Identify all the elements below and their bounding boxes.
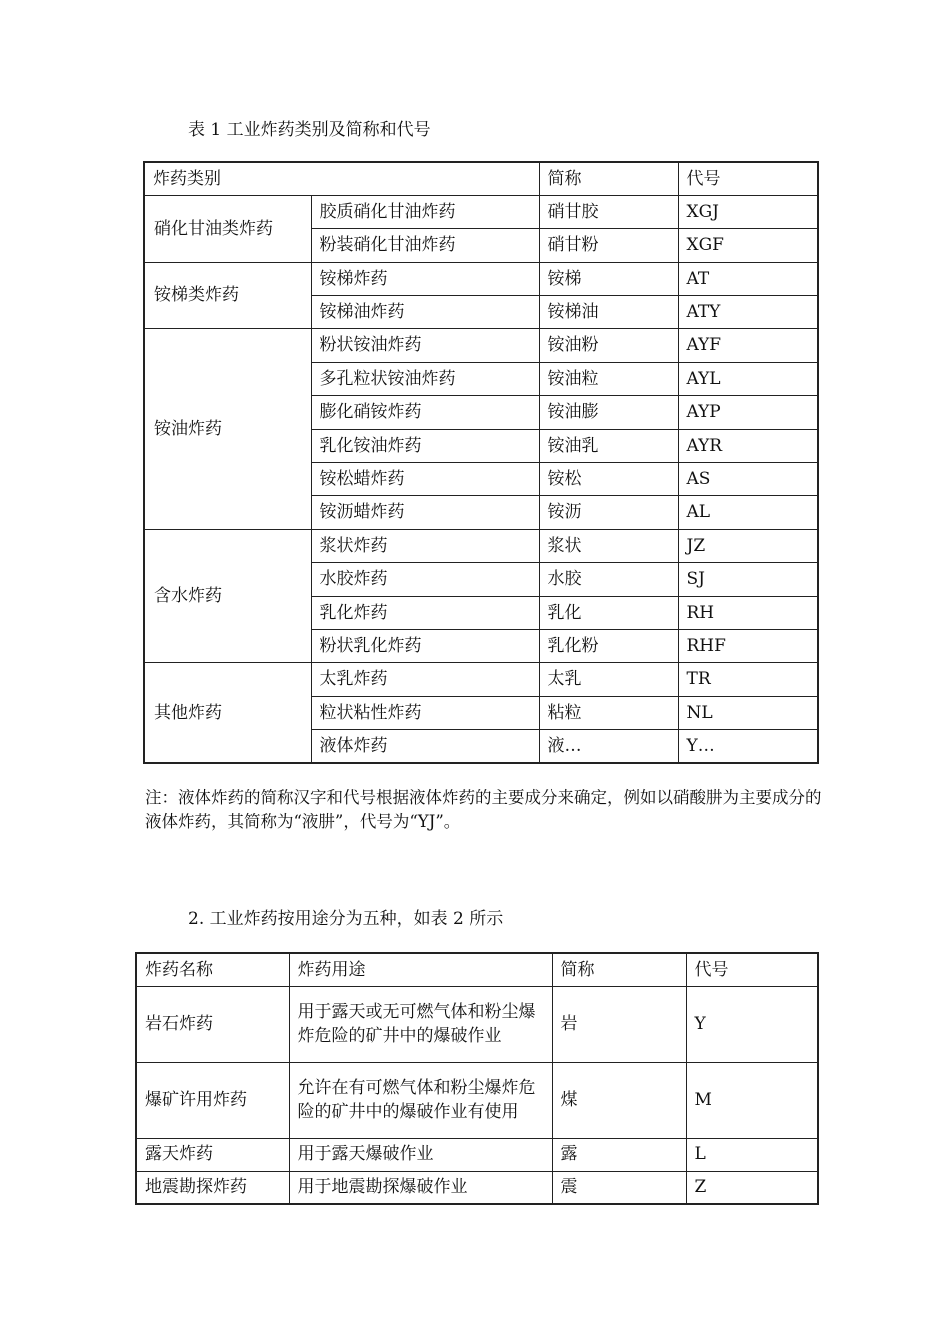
abbr-cell: 铵油膨 (539, 396, 678, 429)
table-row (136, 986, 818, 1062)
name-cell: 铵梯炸药 (311, 262, 539, 295)
category-cell: 硝化甘油类炸药 (144, 195, 311, 262)
code-cell: ATY (678, 296, 818, 329)
table-row (144, 529, 818, 562)
name-cell: 水胶炸药 (311, 563, 539, 596)
abbr-cell: 岩 (552, 986, 686, 1062)
category-cell: 铵梯类炸药 (144, 262, 311, 329)
code-cell: TR (678, 663, 818, 696)
code-cell: AYR (678, 429, 818, 462)
code-cell: L (686, 1138, 818, 1171)
abbr-cell: 浆状 (539, 529, 678, 562)
table-header-row (144, 162, 818, 195)
name-cell: 液体炸药 (311, 730, 539, 763)
header-abbr: 简称 (539, 162, 678, 195)
header-category: 炸药类别 (144, 162, 539, 195)
category-cell: 其他炸药 (144, 663, 311, 763)
name-cell: 粉状铵油炸药 (311, 329, 539, 362)
category-cell: 铵油炸药 (144, 329, 311, 529)
table-row (136, 1171, 818, 1204)
code-cell: Y (686, 986, 818, 1062)
name-cell: 铵沥蜡炸药 (311, 496, 539, 529)
table-row (144, 329, 818, 362)
name-cell: 铵梯油炸药 (311, 296, 539, 329)
use-cell: 允许在有可燃气体和粉尘爆炸危险的矿井中的爆破作业有使用 (289, 1062, 552, 1138)
table-row (144, 262, 818, 295)
name-cell: 粒状粘性炸药 (311, 696, 539, 729)
code-cell: M (686, 1062, 818, 1138)
abbr-cell: 乳化 (539, 596, 678, 629)
code-cell: SJ (678, 563, 818, 596)
code-cell: RH (678, 596, 818, 629)
abbr-cell: 铵油粒 (539, 362, 678, 395)
name-cell: 地震勘探炸药 (136, 1171, 289, 1204)
header-code: 代号 (678, 162, 818, 195)
code-cell: AYP (678, 396, 818, 429)
abbr-cell: 铵沥 (539, 496, 678, 529)
name-cell: 膨化硝铵炸药 (311, 396, 539, 429)
name-cell: 浆状炸药 (311, 529, 539, 562)
name-cell: 岩石炸药 (136, 986, 289, 1062)
abbr-cell: 硝甘胶 (539, 195, 678, 228)
abbr-cell: 铵油粉 (539, 329, 678, 362)
abbr-cell: 露 (552, 1138, 686, 1171)
abbr-cell: 太乳 (539, 663, 678, 696)
table-row (144, 663, 818, 696)
code-cell: Y… (678, 730, 818, 763)
header-use: 炸药用途 (289, 953, 552, 986)
code-cell: RHF (678, 629, 818, 662)
abbr-cell: 乳化粉 (539, 629, 678, 662)
code-cell: AT (678, 262, 818, 295)
table-row (136, 1062, 818, 1138)
code-cell: JZ (678, 529, 818, 562)
name-cell: 太乳炸药 (311, 663, 539, 696)
abbr-cell: 震 (552, 1171, 686, 1204)
explosive-usage-table (135, 952, 819, 1205)
name-cell: 露天炸药 (136, 1138, 289, 1171)
abbr-cell: 铵梯油 (539, 296, 678, 329)
name-cell: 铵松蜡炸药 (311, 463, 539, 496)
abbr-cell: 煤 (552, 1062, 686, 1138)
name-cell: 乳化铵油炸药 (311, 429, 539, 462)
code-cell: XGF (678, 229, 818, 262)
table1-caption: 表 1 工业炸药类别及简称和代号 (188, 120, 431, 140)
abbr-cell: 硝甘粉 (539, 229, 678, 262)
use-cell: 用于露天爆破作业 (289, 1138, 552, 1171)
code-cell: XGJ (678, 195, 818, 228)
abbr-cell: 铵梯 (539, 262, 678, 295)
table-header-row (136, 953, 818, 986)
table2-caption: 2. 工业炸药按用途分为五种，如表 2 所示 (188, 909, 504, 929)
name-cell: 粉装硝化甘油炸药 (311, 229, 539, 262)
name-cell: 胶质硝化甘油炸药 (311, 195, 539, 228)
table-row (144, 195, 818, 228)
abbr-cell: 铵松 (539, 463, 678, 496)
category-cell: 含水炸药 (144, 529, 311, 663)
code-cell: AYF (678, 329, 818, 362)
code-cell: AYL (678, 362, 818, 395)
header-abbr: 简称 (552, 953, 686, 986)
header-code: 代号 (686, 953, 818, 986)
name-cell: 乳化炸药 (311, 596, 539, 629)
explosive-category-table (143, 161, 819, 764)
abbr-cell: 铵油乳 (539, 429, 678, 462)
code-cell: AL (678, 496, 818, 529)
name-cell: 爆矿许用炸药 (136, 1062, 289, 1138)
use-cell: 用于地震勘探爆破作业 (289, 1171, 552, 1204)
abbr-cell: 液… (539, 730, 678, 763)
code-cell: Z (686, 1171, 818, 1204)
use-cell: 用于露天或无可燃气体和粉尘爆炸危险的矿井中的爆破作业 (289, 986, 552, 1062)
name-cell: 粉状乳化炸药 (311, 629, 539, 662)
code-cell: AS (678, 463, 818, 496)
code-cell: NL (678, 696, 818, 729)
table1-note: 注：液体炸药的简称汉字和代号根据液体炸药的主要成分来确定，例如以硝酸肼为主要成分的液体炸药，其简称为“液肼”，代号为“YJ”。 (145, 788, 822, 831)
header-name: 炸药名称 (136, 953, 289, 986)
name-cell: 多孔粒状铵油炸药 (311, 362, 539, 395)
abbr-cell: 粘粒 (539, 696, 678, 729)
abbr-cell: 水胶 (539, 563, 678, 596)
table-row (136, 1138, 818, 1171)
